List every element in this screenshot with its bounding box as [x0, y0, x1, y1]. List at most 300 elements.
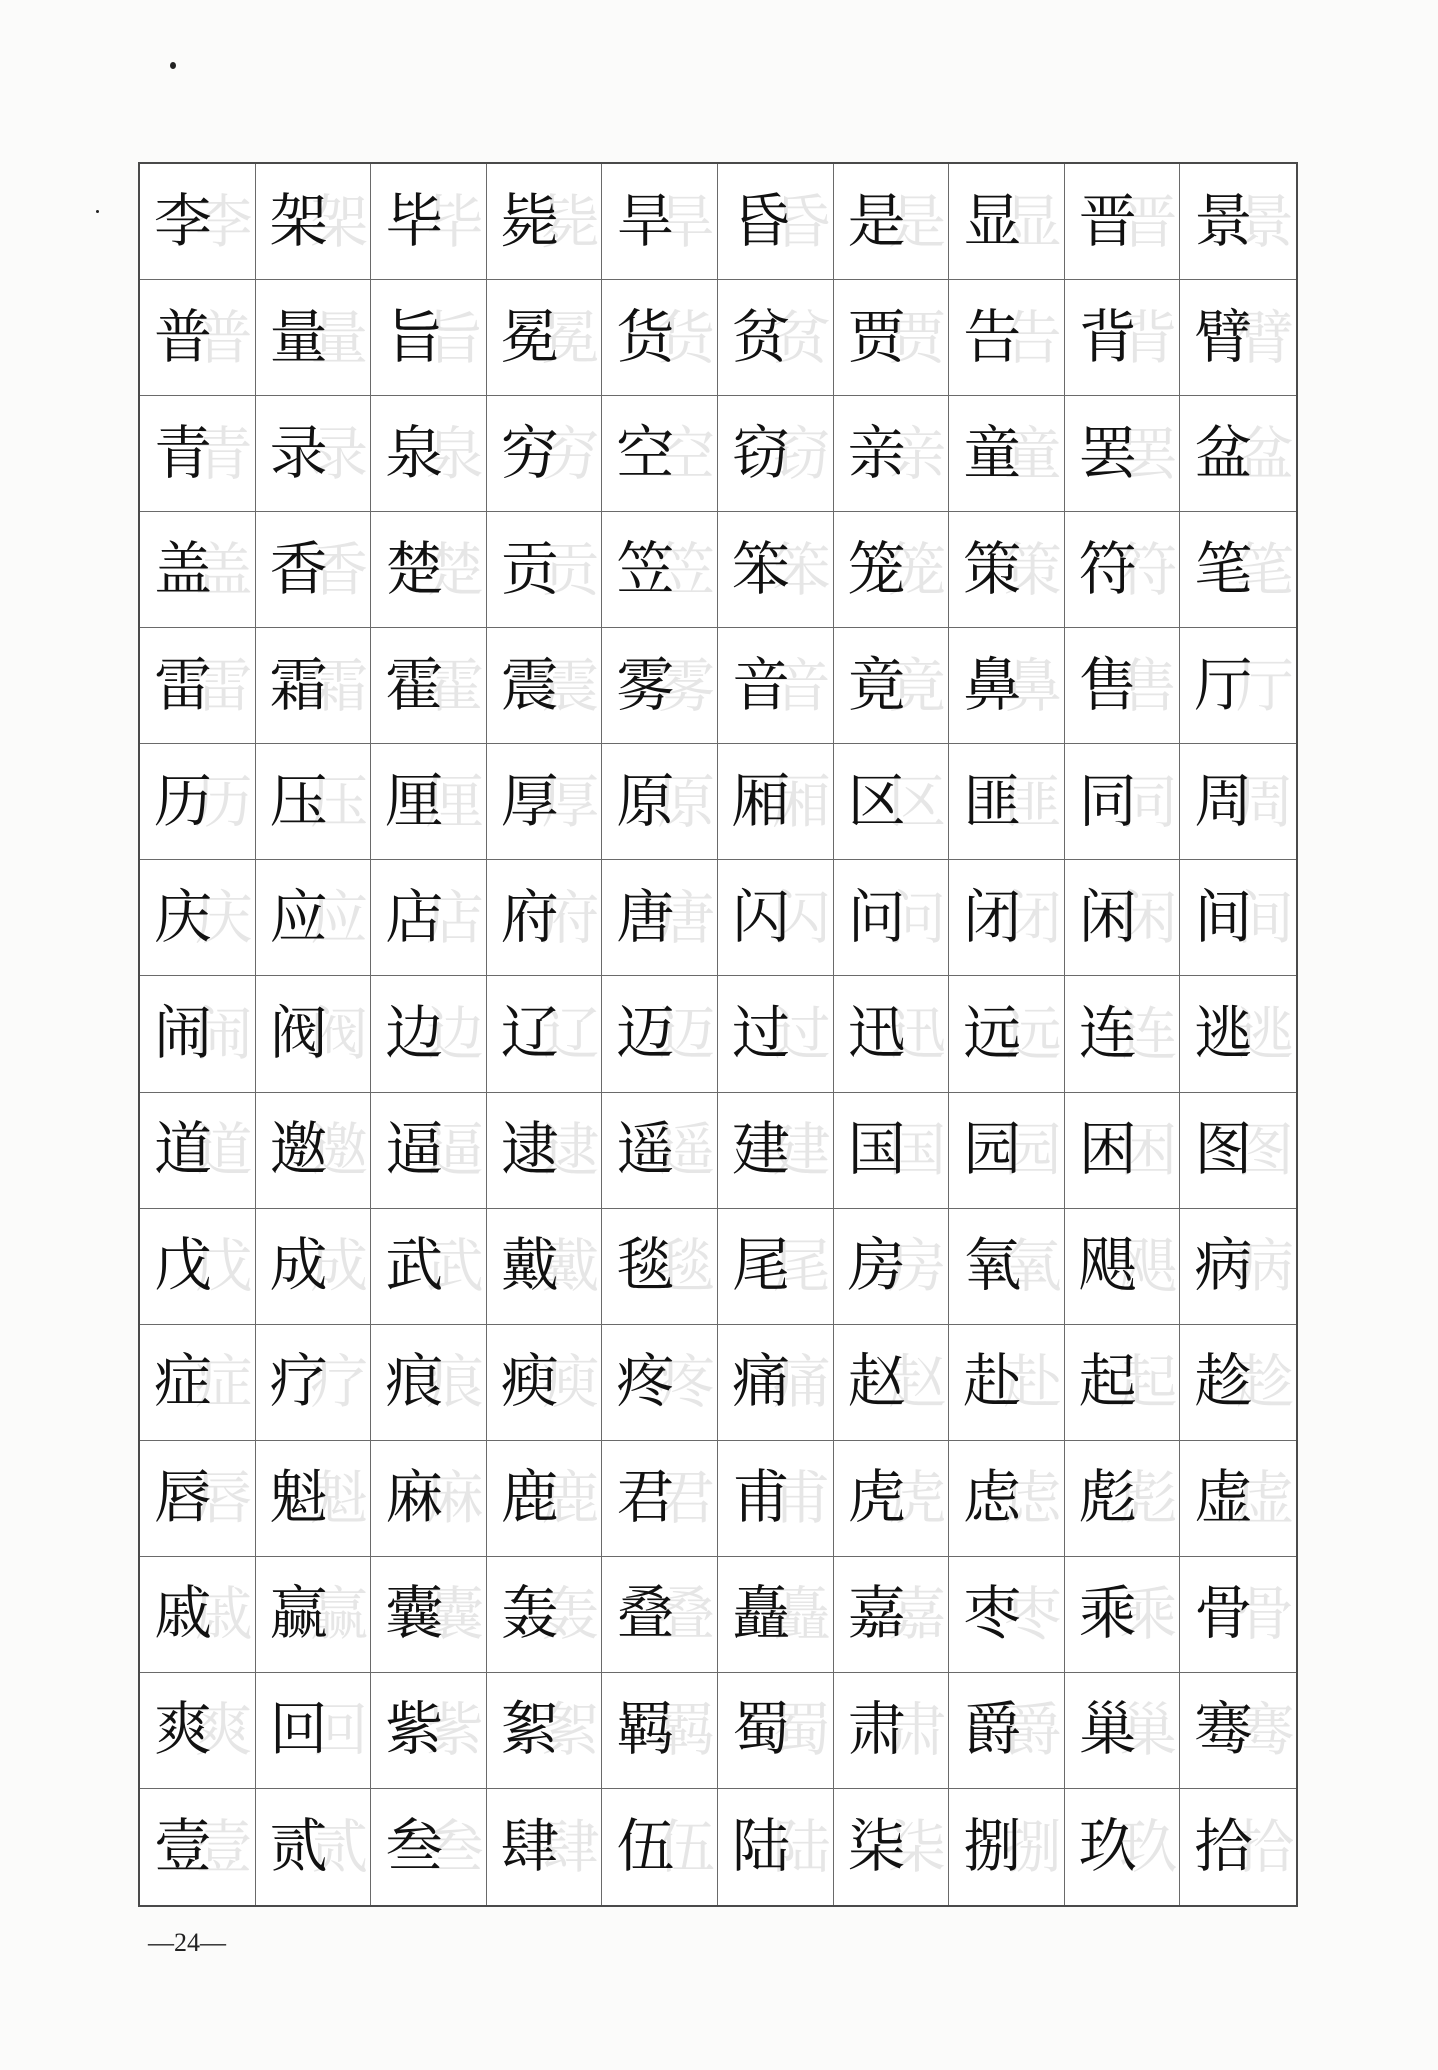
- grid-cell: [371, 744, 487, 860]
- tracing-character: 间: [1235, 883, 1294, 952]
- model-character: 轰: [500, 1579, 559, 1648]
- model-character: 君: [616, 1463, 675, 1532]
- tracing-character: 背: [1119, 303, 1178, 372]
- grid-cell: [1180, 280, 1296, 396]
- tracing-character: 同: [1119, 767, 1178, 836]
- model-character: 周: [1194, 766, 1253, 835]
- tracing-character: 毯: [656, 1232, 715, 1301]
- grid-cell: [718, 1209, 834, 1325]
- grid-cell: [371, 1789, 487, 1905]
- model-character: 虎: [847, 1463, 906, 1532]
- grid-cell: [140, 396, 256, 512]
- model-character: 彪: [1078, 1463, 1137, 1532]
- grid-cell: [256, 1209, 372, 1325]
- model-character: 成: [269, 1230, 328, 1299]
- tracing-character: 周: [1235, 767, 1294, 836]
- model-character: 痛: [731, 1347, 790, 1416]
- grid-cell: [140, 744, 256, 860]
- grid-cell: [140, 1789, 256, 1905]
- model-character: 戴: [500, 1230, 559, 1299]
- tracing-character: 闪: [772, 883, 831, 952]
- model-character: 厢: [731, 766, 790, 835]
- tracing-character: 氧: [1003, 1232, 1062, 1301]
- grid-cell: [371, 512, 487, 628]
- grid-cell: [371, 1441, 487, 1557]
- tracing-character: 起: [1119, 1348, 1178, 1417]
- grid-cell: [718, 744, 834, 860]
- tracing-character: 飓: [1119, 1232, 1178, 1301]
- grid-cell: [140, 1093, 256, 1209]
- model-character: 赴: [963, 1347, 1022, 1416]
- grid-cell: [487, 1209, 603, 1325]
- grid-cell: [487, 1325, 603, 1441]
- tracing-character: 疼: [656, 1348, 715, 1417]
- tracing-character: 盆: [1235, 419, 1294, 488]
- model-character: 震: [500, 650, 559, 719]
- grid-cell: [834, 1325, 950, 1441]
- model-character: 竟: [847, 650, 906, 719]
- grid-cell: [1180, 976, 1296, 1092]
- model-character: 尾: [731, 1230, 790, 1299]
- tracing-character: 囊: [425, 1580, 484, 1649]
- grid-cell: [718, 280, 834, 396]
- tracing-character: 香: [310, 535, 369, 604]
- model-character: 应: [269, 882, 328, 951]
- grid-cell: [1180, 1789, 1296, 1905]
- tracing-character: 冕: [541, 303, 600, 372]
- grid-cell: [256, 1325, 372, 1441]
- tracing-character: 历: [194, 767, 253, 836]
- model-character: 戊: [154, 1230, 213, 1299]
- tracing-character: 辽: [541, 999, 600, 1068]
- grid-cell: [1065, 280, 1181, 396]
- model-character: 窃: [731, 418, 790, 487]
- model-character: 迅: [847, 998, 906, 1067]
- grid-cell: [256, 512, 372, 628]
- model-character: 羁: [616, 1695, 675, 1764]
- grid-cell: [602, 976, 718, 1092]
- model-character: 架: [269, 186, 328, 255]
- grid-cell: [1065, 976, 1181, 1092]
- tracing-character: 盖: [194, 535, 253, 604]
- model-character: 盆: [1194, 418, 1253, 487]
- model-character: 历: [154, 766, 213, 835]
- grid-cell: [834, 164, 950, 280]
- grid-cell: [371, 164, 487, 280]
- tracing-character: 笨: [772, 535, 831, 604]
- grid-cell: [371, 1325, 487, 1441]
- tracing-character: 房: [888, 1232, 947, 1301]
- model-character: 肆: [500, 1811, 559, 1880]
- model-character: 骞: [1194, 1695, 1253, 1764]
- model-character: 蜀: [731, 1695, 790, 1764]
- tracing-character: 嘉: [888, 1580, 947, 1649]
- grid-cell: [834, 512, 950, 628]
- grid-cell: [140, 1673, 256, 1789]
- grid-cell: [140, 1209, 256, 1325]
- grid-cell: [371, 976, 487, 1092]
- model-character: 园: [963, 1114, 1022, 1183]
- tracing-character: 压: [310, 767, 369, 836]
- tracing-character: 趁: [1235, 1348, 1294, 1417]
- grid-cell: [256, 396, 372, 512]
- model-character: 空: [616, 418, 675, 487]
- grid-cell: [256, 280, 372, 396]
- grid-cell: [371, 1093, 487, 1209]
- model-character: 雷: [154, 650, 213, 719]
- model-character: 匪: [963, 766, 1022, 835]
- tracing-character: 雾: [656, 651, 715, 720]
- model-character: 雾: [616, 650, 675, 719]
- ink-speck: [96, 210, 99, 213]
- tracing-character: 絮: [541, 1696, 600, 1765]
- model-character: 霜: [269, 650, 328, 719]
- tracing-character: 君: [656, 1464, 715, 1533]
- model-character: 问: [847, 882, 906, 951]
- grid-cell: [140, 1557, 256, 1673]
- tracing-character: 应: [310, 883, 369, 952]
- grid-cell: [718, 1325, 834, 1441]
- model-character: 厘: [385, 766, 444, 835]
- grid-cell: [1180, 744, 1296, 860]
- grid-cell: [718, 1441, 834, 1557]
- model-character: 甫: [731, 1463, 790, 1532]
- grid-cell: [1180, 1209, 1296, 1325]
- tracing-character: 闲: [1119, 883, 1178, 952]
- grid-cell: [602, 1441, 718, 1557]
- tracing-character: 是: [888, 187, 947, 256]
- grid-cell: [602, 860, 718, 976]
- model-character: 起: [1078, 1347, 1137, 1416]
- tracing-character: 厚: [541, 767, 600, 836]
- grid-cell: [718, 164, 834, 280]
- grid-cell: [140, 512, 256, 628]
- grid-cell: [140, 164, 256, 280]
- model-character: 房: [847, 1230, 906, 1299]
- model-character: 罢: [1078, 418, 1137, 487]
- grid-cell: [602, 396, 718, 512]
- model-character: 唇: [154, 1463, 213, 1532]
- tracing-character: 远: [1003, 999, 1062, 1068]
- model-character: 国: [847, 1114, 906, 1183]
- grid-cell: [834, 976, 950, 1092]
- model-character: 乘: [1078, 1579, 1137, 1648]
- model-character: 楚: [385, 534, 444, 603]
- model-character: 厚: [500, 766, 559, 835]
- tracing-character: 厢: [772, 767, 831, 836]
- model-character: 武: [385, 1230, 444, 1299]
- grid-cell: [1065, 744, 1181, 860]
- model-character: 音: [731, 650, 790, 719]
- model-character: 霍: [385, 650, 444, 719]
- grid-cell: [602, 1789, 718, 1905]
- tracing-character: 贰: [310, 1812, 369, 1881]
- grid-cell: [487, 164, 603, 280]
- grid-cell: [718, 860, 834, 976]
- model-character: 叠: [616, 1579, 675, 1648]
- tracing-character: 鹿: [541, 1464, 600, 1533]
- grid-cell: [1180, 1441, 1296, 1557]
- model-character: 李: [154, 186, 213, 255]
- grid-cell: [1065, 396, 1181, 512]
- grid-cell: [949, 1557, 1065, 1673]
- character-practice-grid: [138, 162, 1298, 1907]
- grid-cell: [487, 1789, 603, 1905]
- model-character: 迈: [616, 998, 675, 1067]
- grid-cell: [1180, 628, 1296, 744]
- model-character: 逮: [500, 1114, 559, 1183]
- grid-cell: [487, 1093, 603, 1209]
- grid-cell: [1065, 1441, 1181, 1557]
- model-character: 间: [1194, 882, 1253, 951]
- model-character: 原: [616, 766, 675, 835]
- model-character: 笼: [847, 534, 906, 603]
- grid-cell: [1065, 1209, 1181, 1325]
- grid-cell: [834, 1673, 950, 1789]
- tracing-character: 问: [888, 883, 947, 952]
- model-character: 遥: [616, 1114, 675, 1183]
- tracing-character: 痛: [772, 1348, 831, 1417]
- grid-cell: [487, 512, 603, 628]
- grid-cell: [371, 1673, 487, 1789]
- model-character: 赢: [269, 1579, 328, 1648]
- grid-cell: [949, 1093, 1065, 1209]
- tracing-character: 震: [541, 651, 600, 720]
- model-character: 病: [1194, 1230, 1253, 1299]
- model-character: 矗: [731, 1579, 790, 1648]
- tracing-character: 虑: [1003, 1464, 1062, 1533]
- tracing-character: 庆: [194, 883, 253, 952]
- model-character: 阀: [269, 998, 328, 1067]
- model-character: 泉: [385, 418, 444, 487]
- grid-cell: [949, 1325, 1065, 1441]
- grid-cell: [602, 1325, 718, 1441]
- model-character: 鹿: [500, 1463, 559, 1532]
- model-character: 邀: [269, 1114, 328, 1183]
- tracing-character: 童: [1003, 419, 1062, 488]
- grid-cell: [949, 1789, 1065, 1905]
- grid-cell: [140, 280, 256, 396]
- grid-cell: [602, 280, 718, 396]
- grid-cell: [718, 396, 834, 512]
- grid-cell: [371, 396, 487, 512]
- grid-cell: [487, 280, 603, 396]
- tracing-character: 录: [310, 419, 369, 488]
- model-character: 旨: [385, 302, 444, 371]
- tracing-character: 彪: [1119, 1464, 1178, 1533]
- grid-cell: [834, 1093, 950, 1209]
- tracing-character: 巢: [1119, 1696, 1178, 1765]
- tracing-character: 羁: [656, 1696, 715, 1765]
- tracing-character: 空: [656, 419, 715, 488]
- model-character: 叁: [385, 1811, 444, 1880]
- grid-cell: [949, 744, 1065, 860]
- grid-cell: [256, 628, 372, 744]
- grid-cell: [949, 976, 1065, 1092]
- model-character: 骨: [1194, 1579, 1253, 1648]
- model-character: 魁: [269, 1463, 328, 1532]
- grid-cell: [834, 1209, 950, 1325]
- tracing-character: 壹: [194, 1812, 253, 1881]
- tracing-character: 窃: [772, 419, 831, 488]
- model-character: 景: [1194, 186, 1253, 255]
- grid-cell: [949, 1209, 1065, 1325]
- grid-cell: [949, 1441, 1065, 1557]
- grid-cell: [140, 1441, 256, 1557]
- tracing-character: 乘: [1119, 1580, 1178, 1649]
- tracing-character: 甫: [772, 1464, 831, 1533]
- grid-cell: [371, 860, 487, 976]
- model-character: 是: [847, 186, 906, 255]
- tracing-character: 府: [541, 883, 600, 952]
- tracing-character: 尾: [772, 1232, 831, 1301]
- model-character: 符: [1078, 534, 1137, 603]
- model-character: 边: [385, 998, 444, 1067]
- model-character: 赵: [847, 1347, 906, 1416]
- model-character: 爽: [154, 1695, 213, 1764]
- tracing-character: 戴: [541, 1232, 600, 1301]
- model-character: 闪: [731, 882, 790, 951]
- model-character: 冕: [500, 302, 559, 371]
- tracing-character: 笠: [656, 535, 715, 604]
- tracing-character: 症: [194, 1348, 253, 1417]
- grid-cell: [487, 1441, 603, 1557]
- model-character: 晋: [1078, 186, 1137, 255]
- grid-cell: [256, 164, 372, 280]
- tracing-character: 逃: [1235, 999, 1294, 1068]
- model-character: 逼: [385, 1114, 444, 1183]
- model-character: 道: [154, 1114, 213, 1183]
- model-character: 笔: [1194, 534, 1253, 603]
- tracing-character: 笔: [1235, 535, 1294, 604]
- grid-cell: [1065, 860, 1181, 976]
- tracing-character: 道: [194, 1116, 253, 1185]
- model-character: 远: [963, 998, 1022, 1067]
- tracing-character: 店: [425, 883, 484, 952]
- tracing-character: 陆: [772, 1812, 831, 1881]
- model-character: 麻: [385, 1463, 444, 1532]
- tracing-character: 柒: [888, 1812, 947, 1881]
- model-character: 毯: [616, 1230, 675, 1299]
- model-character: 普: [154, 302, 213, 371]
- model-character: 疼: [616, 1347, 675, 1416]
- grid-cell: [256, 1789, 372, 1905]
- grid-cell: [949, 860, 1065, 976]
- grid-cell: [371, 280, 487, 396]
- tracing-character: 痕: [425, 1348, 484, 1417]
- grid-cell: [718, 1093, 834, 1209]
- tracing-character: 穷: [541, 419, 600, 488]
- model-character: 枣: [963, 1579, 1022, 1648]
- tracing-character: 轰: [541, 1580, 600, 1649]
- tracing-character: 连: [1119, 999, 1178, 1068]
- grid-cell: [602, 744, 718, 860]
- model-character: 穷: [500, 418, 559, 487]
- tracing-character: 疗: [310, 1348, 369, 1417]
- grid-cell: [949, 512, 1065, 628]
- grid-cell: [1065, 628, 1181, 744]
- grid-cell: [949, 628, 1065, 744]
- tracing-character: 建: [772, 1116, 831, 1185]
- tracing-character: 矗: [772, 1580, 831, 1649]
- model-character: 连: [1078, 998, 1137, 1067]
- grid-cell: [487, 628, 603, 744]
- model-character: 建: [731, 1114, 790, 1183]
- model-character: 亲: [847, 418, 906, 487]
- tracing-character: 晋: [1119, 187, 1178, 256]
- tracing-character: 区: [888, 767, 947, 836]
- grid-cell: [1065, 1325, 1181, 1441]
- tracing-character: 霜: [310, 651, 369, 720]
- model-character: 昏: [731, 186, 790, 255]
- tracing-character: 枣: [1003, 1580, 1062, 1649]
- tracing-character: 遥: [656, 1116, 715, 1185]
- model-character: 飓: [1078, 1230, 1137, 1299]
- tracing-character: 困: [1119, 1116, 1178, 1185]
- grid-cell: [140, 628, 256, 744]
- tracing-character: 厘: [425, 767, 484, 836]
- grid-cell: [1065, 164, 1181, 280]
- grid-cell: [371, 628, 487, 744]
- grid-cell: [834, 1789, 950, 1905]
- grid-cell: [1180, 1673, 1296, 1789]
- tracing-character: 叠: [656, 1580, 715, 1649]
- grid-cell: [487, 744, 603, 860]
- model-character: 陆: [731, 1811, 790, 1880]
- grid-cell: [718, 976, 834, 1092]
- page-number: —24—: [148, 1928, 226, 1957]
- model-character: 贾: [847, 302, 906, 371]
- ink-speck: [170, 62, 176, 69]
- model-character: 紫: [385, 1695, 444, 1764]
- tracing-character: 架: [310, 187, 369, 256]
- grid-cell: [949, 396, 1065, 512]
- tracing-character: 泉: [425, 419, 484, 488]
- model-character: 玖: [1078, 1811, 1137, 1880]
- model-character: 贡: [500, 534, 559, 603]
- grid-cell: [834, 628, 950, 744]
- grid-cell: [602, 1209, 718, 1325]
- model-character: 趁: [1194, 1347, 1253, 1416]
- tracing-character: 回: [310, 1696, 369, 1765]
- grid-cell: [487, 1557, 603, 1673]
- model-character: 氧: [963, 1230, 1022, 1299]
- model-character: 同: [1078, 766, 1137, 835]
- tracing-character: 毕: [425, 187, 484, 256]
- tracing-character: 阀: [310, 999, 369, 1068]
- grid-cell: [487, 860, 603, 976]
- tracing-character: 肆: [541, 1812, 600, 1881]
- tracing-character: 告: [1003, 303, 1062, 372]
- model-character: 店: [385, 882, 444, 951]
- model-character: 旱: [616, 186, 675, 255]
- tracing-character: 过: [772, 999, 831, 1068]
- grid-cell: [256, 1093, 372, 1209]
- model-character: 拾: [1194, 1811, 1253, 1880]
- model-character: 捌: [963, 1811, 1022, 1880]
- grid-cell: [602, 628, 718, 744]
- tracing-character: 国: [888, 1116, 947, 1185]
- model-character: 伍: [616, 1811, 675, 1880]
- grid-cell: [256, 1441, 372, 1557]
- tracing-character: 贡: [541, 535, 600, 604]
- model-character: 笠: [616, 534, 675, 603]
- grid-cell: [1065, 1557, 1181, 1673]
- model-character: 痕: [385, 1347, 444, 1416]
- model-character: 策: [963, 534, 1022, 603]
- grid-cell: [602, 164, 718, 280]
- grid-cell: [487, 1673, 603, 1789]
